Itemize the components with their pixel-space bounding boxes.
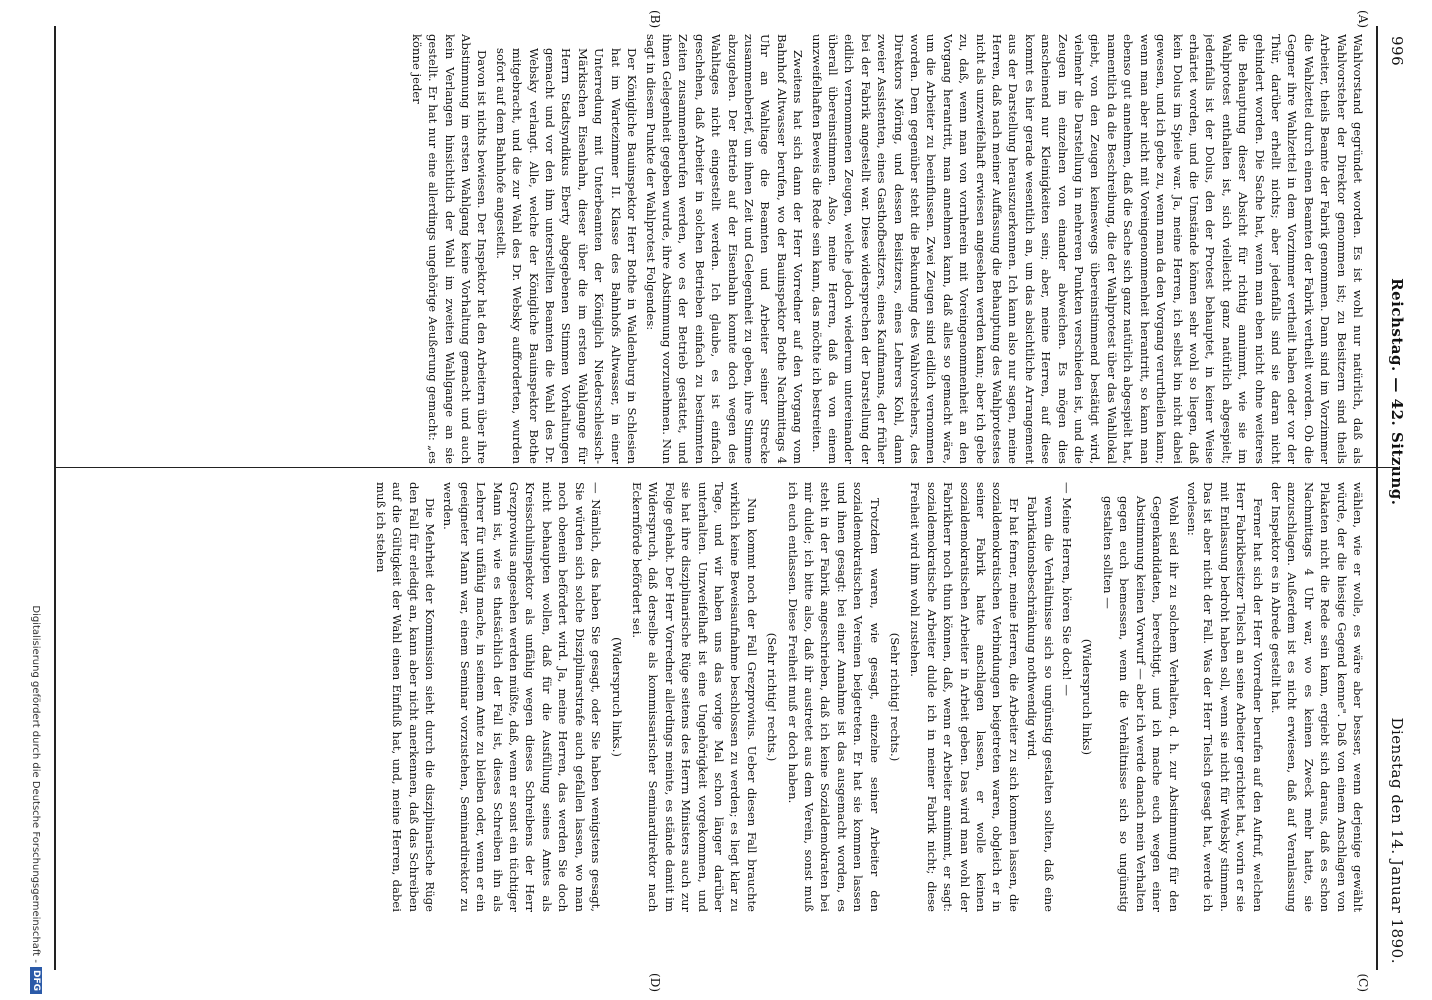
- margin-marker-d: (D): [648, 973, 662, 992]
- margin-marker-a: (A): [1356, 10, 1370, 29]
- paragraph: Trotzdem waren, wie gesagt, einzelne seiner Arbeiter den sozialdemokratischen Vereinen beigetreten. Er hat sie kommen lassen und ihnen gesagt: bei einer Annahme ist das ausgemacht worden, es steht in der Fabrik angeschrieben, daß ich keine Sozialdemokraten bei mir dulde; ich bitte also, daß ihr austretet aus dem Verein, sonst muß ich euch entlassen. Diese Freiheit muß er doch haben.: [785, 482, 882, 912]
- paragraph: Wahlvorstand gegründet worden. Es ist wohl nur natürlich, daß als Wahlvorsteher der Direktor genommen ist; zu Beisitzern sind theils Arbeiter, theils Beamte der Fabrik genommen. Dann sind im Vorzimmer die Wahlzettel durch einen Beamten der Fabrik vertheilt worden. Ob die Gegner ihre Wahlzettel in dem Vorzimmer vertheilt haben oder vor der Thür, darüber erhellt nichts; aber jedenfalls sind sie daran nicht gehindert worden. Die Sache hat, wenn man eben nicht ohne weiteres die Behauptung dieser Absicht für richtig annimmt, wie sie im Wahlprotest enthalten ist, sich vielleicht ganz natürlich abgespielt; jedenfalls ist der Dolus, den der Protest behauptet, in keiner Weise erhärtet worden, und die Umstände können sehr wohl so liegen, daß kein Dolus im Spiele war. Ja, meine Herren, ich selbst bin nicht dabei gewesen, und ich gebe zu, wenn man da den Vorgang verurtheilen kann; wenn man aber nicht mit Voreingenommenheit herantritt, so kann man ebenso gut annehmen, daß die Sache sich ganz natürlich abgespielt hat, namentlich da die Beschreibung, die der Wahlprotest über das Wahllokal giebt, von den Zeugen keineswegs übereinstimmend bestätigt wird, vielmehr die Darstellung in mehreren Punkten verschieden ist, und die Zeugen im einzelnen von einander abweichen. Es mögen dies anscheinend nur Kleinigkeiten sein; aber, meine Herren, auf diese kommt es hier gerade wesentlich an, um das absichtliche Arrangement aus der Darstellung herauszuerkennen. Ich kann also nur sagen, meine Herren, daß nach meiner Auffassung die Behauptung des Wahlprotestes nicht als unzweifelhaft erwiesen angesehen werden kann; aber ich gebe zu, daß, wenn man von vornherein mit Voreingenommenheit an den Vorgang herantritt, man annehmen kann, daß alles so gemacht wäre, um die Arbeiter zu beeinflussen. Zwei Zeugen sind eidlich vernommen worden. Dem gegenüber steht die Bekundung des Wahlvorstehers, des Direktors Möring, und dessen Beisitzers, eines Lehrers Kohl, dann zweier Assistenten, eines Gasthofbesitzers, eines Kaufmanns, der früher bei der Fabrik angestellt war. Diese widersprechen der Darstellung der eidlich vernommenen Zeugen, welche jedoch wiederum untereinander überall übereinstimmen. Also, meine Herren, daß da von einem unzweifelhaften Beweis die Rede sein kann, das möchte ich bestreiten.: [809, 34, 1365, 464]
- margin-marker-b: (B): [648, 10, 662, 29]
- quoted-paragraph: Der Königliche Bauinspektor Herr Bothe in Waldenburg in Schlesien hat im Wartezimmer II. Klasse des Bahnhofs Altwasser, in einer Unterredung mit Unterbeamten der Königlich Niederschlesisch-Märkischen Eisenbahn, dieser über die im ersten Wahlgange für Herrn Stadtsyndikus Eberty abgegebenen Stimmen Vorhaltungen gemacht und vor den ihm unterstellten Beamten die Wahl des Dr. Websky verlangt. Alle, welche der Königliche Bauinspektor Bothe mitgebracht, und die zur Wahl des Dr. Websky aufforderten, wurden sofort auf dem Bahnhofe angestellt.: [493, 48, 640, 464]
- stage-direction: (Sehr richtig! rechts.): [888, 632, 903, 762]
- session-date: Dienstag den 14. Januar 1890.: [1388, 717, 1406, 964]
- paragraph: Ferner hat sich der Herr Vorredner berufen auf den Aufruf, welchen Herr Fabrikbesitzer Tielsch an seine Arbeiter gerichtet hat, worin er sie mit Entlassung bedroht haben soll, wenn sie nicht für Websky stimmen. Das ist aber nicht der Fall. Was der Herr Tielsch gesagt hat, werde ich vorlesen:: [1184, 482, 1265, 912]
- paragraph: Zweitens hat sich dann der Herr Vorredner auf den Vorgang vom Bahnhof Altwasser berufen, wo der Bauinspektor Bothe Nachmittags 4 Uhr an Wahltage die Beamten und Arbeiter seiner Strecke zusammenberief, um ihnen Zeit und Gelegenheit zu geben, ihre Stimme abzugeben. Der Betrieb auf der Eisenbahn konnte doch wegen des Wahltages nicht eingestellt werden. Ich glaube, es ist einfach geschehen, daß Arbeiter in solchen Betrieben einfach zu bestimmten Zeiten zusammenberufen werden, wo es der Betrieb gestattet, und ihnen Gelegenheit gegeben wurde, ihre Abstimmung vorzunehmen. Nun sagt in diesem Punkte der Wahlprotest Folgendes:: [643, 34, 806, 464]
- page-number: 996: [1388, 36, 1406, 67]
- paragraph: Davon ist nichts bewiesen. Der Inspektor hat den Arbeitern über ihre Abstimmung im ersten Wahlgang keine Vorhaltung gemacht und auch kein Verlangen hinsichtlich der Wahl im zweiten Wahlgange an sie gestellt. Er hat nur eine allerdings ungehörige Aeußerung gemacht: „es könne jeder: [409, 34, 490, 464]
- digitization-credit: [30, 605, 42, 994]
- column-divider: [56, 467, 1398, 468]
- right-column: [66, 482, 1366, 912]
- paragraph: Er hat ferner, meine Herren, die Arbeiter zu sich kommen lassen, die sozialdemokratischen Verbindungen beigetreten waren, obgleich er in seiner Fabrik hatte anschlagen lassen, er wolle keinen sozialdemokratischen Arbeiter in Arbeit geben. Das wird man wohl der Fabrikherr noch thun können, daß, wenn er Arbeiter annimmt, er sagt: sozialdemokratische Arbeiter dulde ich in meiner Fabrik nicht; diese Freiheit wird ihm wohl zustehen.: [908, 482, 1021, 912]
- paragraph: — Meine Herren, hören Sie doch! —: [1060, 482, 1075, 696]
- quoted-paragraph: Wohl seid ihr zu solchem Verhalten, d. h. zur Abstimmung für den Gegenkandidaten, berechtigt, und ich mache euch wegen einer Abstimmung keinen Vorwurf — aber ich werde danach mein Verhalten gegen euch bemessen, wenn die Verhältnisse sich so ungünstig gestalten sollten —: [1100, 496, 1181, 912]
- paragraph: Die Mehrheit der Kommission sieht durch die disziplinarische Rüge den Fall für erledigt an, kann aber nicht anerkennen, daß das Schreiben auf die Gültigkeit der Wahl einen Einfluß hat, und, meine Herren, dabei muß ich stehen: [373, 482, 438, 912]
- stage-direction: (Widerspruch links): [1080, 638, 1095, 756]
- paragraph: Nun kommt noch der Fall Grezprowius. Ueber diesen Fall brauchte wirklich keine Beweisaufnahme beschlossen zu werden; es liegt klar zu Tage, und wir haben uns das vorige Mal schon länger darüber unterhalten. Unzweifelhaft ist eine Ungehörigkeit vorgekommen, und sie hat ihre disziplinarische Rüge seitens des Herrn Ministers auch zur Folge gehabt. Der Herr Vorredner allerdings meinte, es stände damit im Widerspruch, daß derselbe als kommissarischer Seminardirektor nach Eckernförde befördert sei.: [629, 482, 759, 912]
- paragraph: wählen, wie er wolle, es wäre aber besser, wenn derjenige gewählt würde, der die hiesige Gegend kenne". Daß von einem Anschlagen von Plakaten nicht die Rede sein kann, ergiebt sich daraus, daß es schon Nachmittags 4 Uhr war, wo es keinen Zweck mehr hatte, sie anzuschlagen. Außerdem ist es nicht erwiesen, daß auf Veranlassung der Inspektor es in Abrede gestellt hat.: [1268, 482, 1365, 912]
- stage-direction: (Widerspruch links.): [609, 637, 624, 757]
- running-head: [1388, 36, 1406, 964]
- quoted-paragraph: wenn die Verhältnisse sich so ungünstig gestalten sollten, daß eine Fabrikationsbeschränkung nothwendig wird.: [1025, 496, 1056, 912]
- dfg-logo: DFG: [30, 967, 42, 994]
- credit-text: Digitalisierung gefördert durch die Deutsche Forschungsgemeinschaft -: [30, 605, 42, 963]
- margin-marker-c: (C): [1356, 973, 1370, 992]
- left-column: [66, 34, 1366, 464]
- paragraph: — Nämlich, das haben Sie gesagt, oder Sie haben wenigstens gesagt, Sie würden sich solche Disziplinarstrafe auch gefallen lassen, wo man noch obenein befördert wird. Ja, meine Herren, das werden Sie doch nicht behaupten wollen, daß für die Ausfüllung seines Amtes als Kreisschulinspektor als unfähig wegen dieses Schreibens der Herr Grezprowius angesehen werden müßte, daß, wenn er sonst ein tüchtiger Mann ist, wie es thatsächlich der Fall ist, dieses Schreiben ihn als Lehrer für unfähig mache, in seinem Amte zu bleiben oder, wenn er ein geeigneter Mann war, einem Seminar vorzustehen, Seminardirektor zu werden.: [441, 482, 604, 912]
- stage-direction: (Sehr richtig! rechts.): [765, 632, 780, 762]
- session-title: Reichstag. — 42. Sitzung.: [1388, 278, 1406, 506]
